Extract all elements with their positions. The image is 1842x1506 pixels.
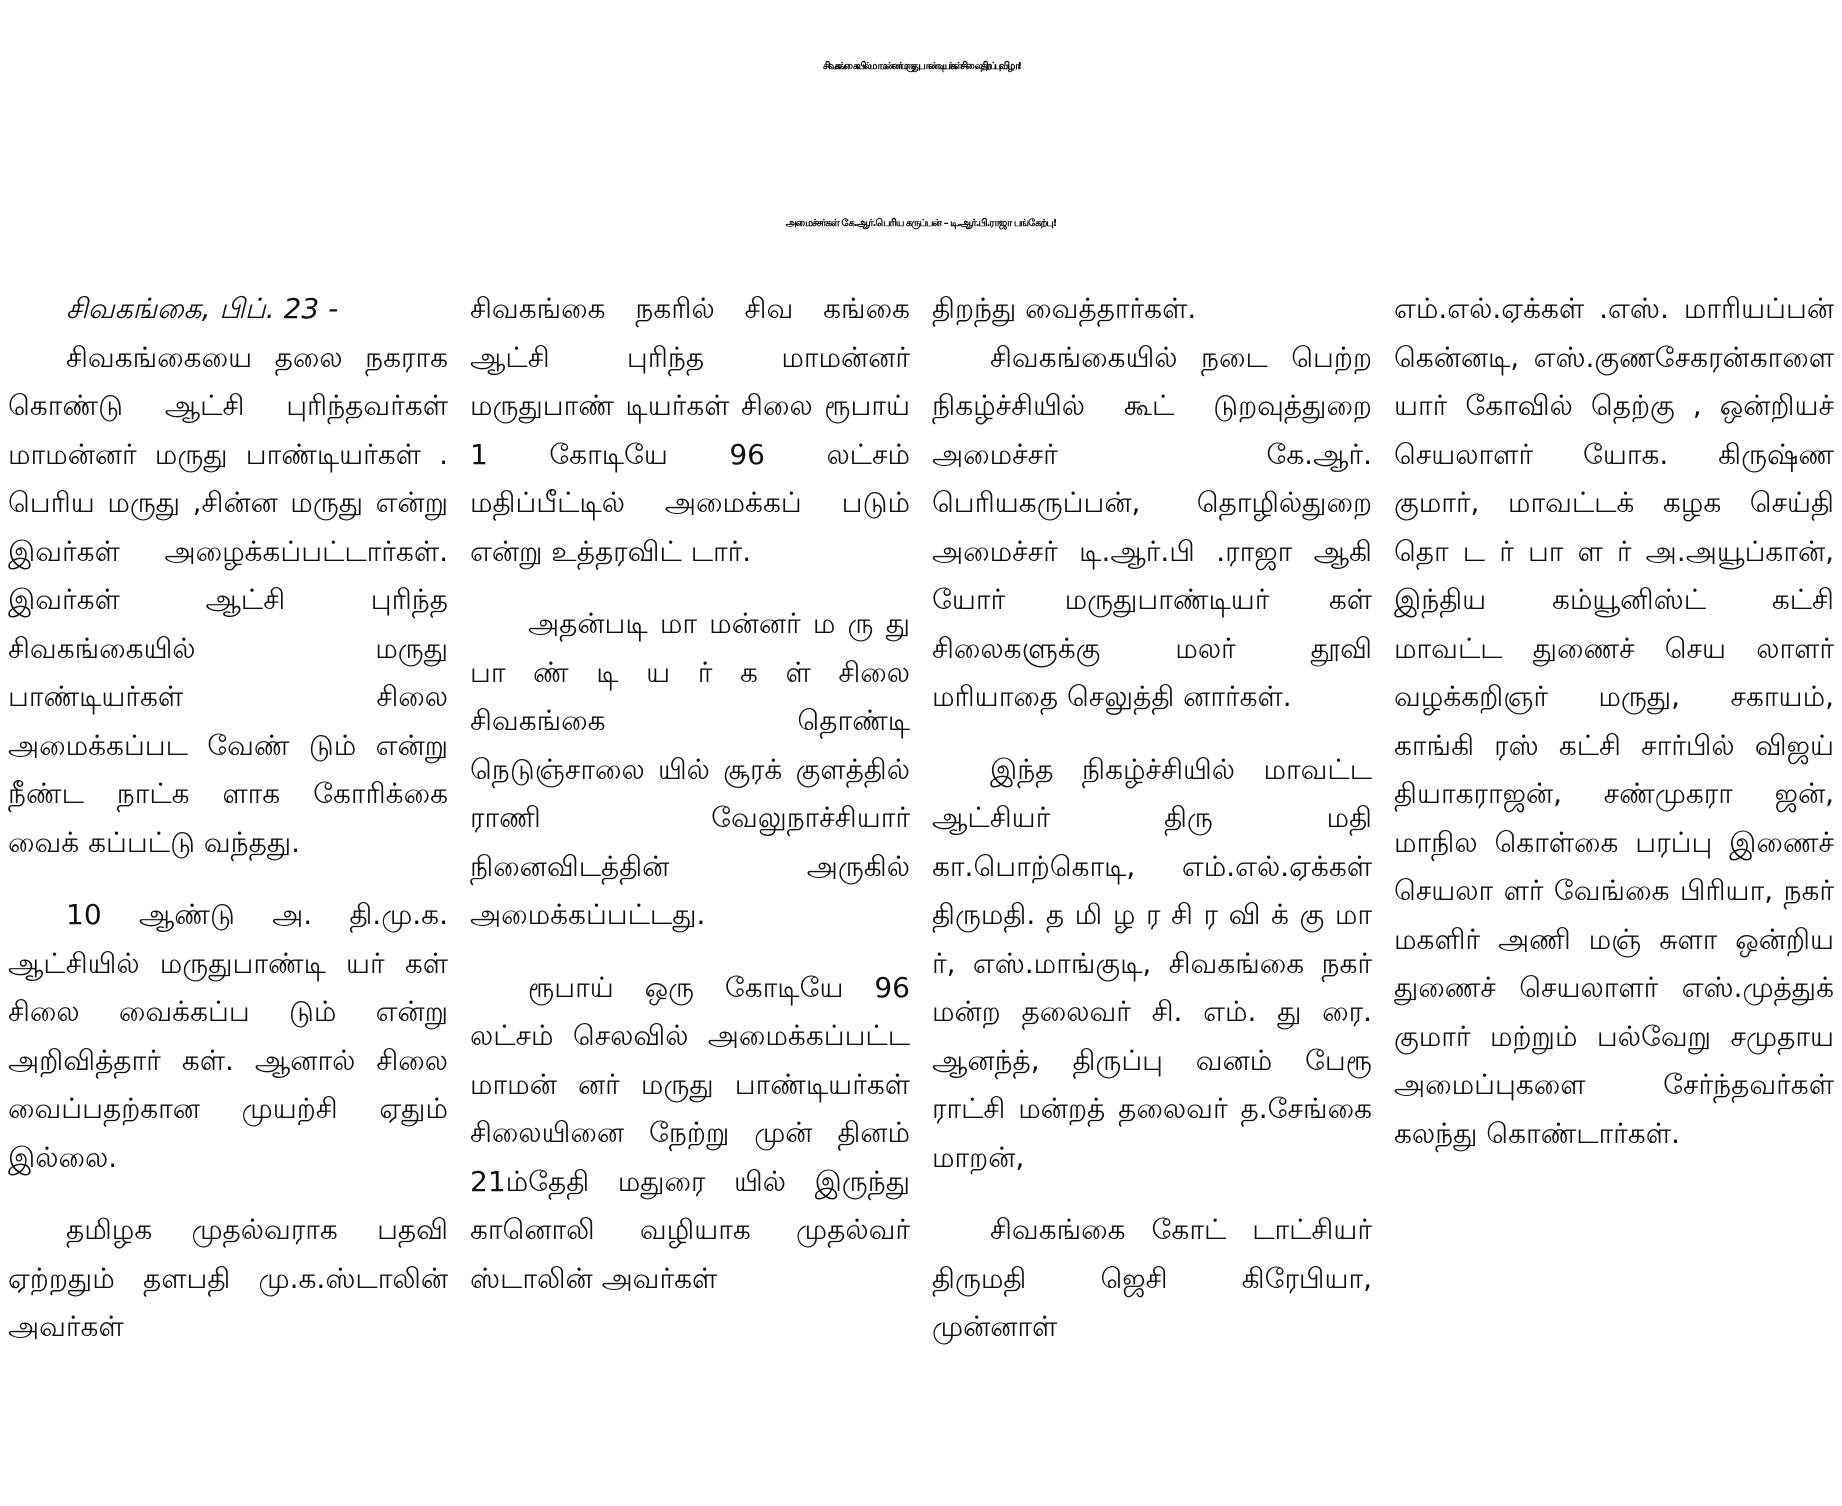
paragraph: ரூபாய் ஒரு கோடியே 96 லட்சம் செலவில் அமைக்கப்பட்ட மாமன் னர் மருது பாண்டியர்கள் சிலையினை நேற்று முன் தினம் 21ம்தேதி மதுரை யில் இருந்து கானொலி வழியாக முதல்வர் ஸ்டாலின் அவர்கள் (470, 970, 910, 1295)
paragraph: சிவகங்கை கோட் டாட்சியர் திருமதி ஜெசி கிரேபியா, முன்னாள் (932, 1213, 1372, 1343)
subheadline: அமைச்சர்கள் கே.ஆர்.பெரிய கருப்பன் – டி.ஆர்.பி.ராஜா பங்கேற்பு! (785, 218, 1057, 229)
paragraph: இந்த நிகழ்ச்சியில் மாவட்ட ஆட்சியர் திரு மதி கா.பொற்கொடி, எம்.எல்.ஏக்கள் திருமதி. த மி ழ ர சி ர வி க் கு மா ர், எஸ்.மாங்குடி, சிவகங்கை நகர் மன்ற தலைவர் சி. எம். து ரை. ஆனந்த், திருப்பு வனம் பேரூ ராட்சி மன்றத் தலைவர் த.சேங்கை மாறன், (932, 752, 1372, 1174)
paragraph: திறந்து வைத்தார்கள். (932, 292, 1197, 325)
paragraph: சிவகங்கையில் நடை பெற்ற நிகழ்ச்சியில் கூட் டுறவுத்துறை அமைச்சர் கே.ஆர். பெரியகருப்பன், தொழில்துறை அமைச்சர் டி.ஆர்.பி .ராஜா ஆகி யோர் மருதுபாண்டியர் கள் சிலைகளுக்கு மலர் தூவி மரியாதை செலுத்தி னார்கள். (932, 340, 1372, 713)
paragraph: 10 ஆண்டு அ. தி.மு.க. ஆட்சியில் மருதுபாண்டி யர் கள் சிலை வைக்கப்ப டும் என்று அறிவித்தார் கள். ஆனால் சிலை வைப்பதற்கான முயற்சி ஏதும் இல்லை. (8, 898, 448, 1174)
dateline: சிவகங்கை, பிப். 23 - (66, 292, 339, 325)
headline: சிவகங்கையில் மாமன்னர் மருது பாண்டியர்கள் சிலை திறப்பு விழா! (822, 61, 1020, 72)
article-column-4 (1394, 285, 1834, 1500)
article-column-2 (470, 285, 910, 1500)
paragraph: அதன்படி மா மன்னர் ம ரு து பா ண் டி ய ர் க ள் சிலை சிவகங்கை தொண்டி நெடுஞ்சாலை யில் சூரக் குளத்தில் ராணி வேலுநாச்சியார் நினைவிடத்தின் அருகில் அமைக்கப்பட்டது. (470, 607, 910, 931)
paragraph: சிவகங்கை நகரில் சிவ கங்கை ஆட்சி புரிந்த மாமன்னர் மருதுபாண் டியர்கள் சிலை ரூபாய் 1 கோடியே 96 லட்சம் மதிப்பீட்டில் அமைக்கப் படும் என்று உத்தரவிட் டார். (470, 292, 910, 568)
paragraph: சிவகங்கையை தலை நகராக கொண்டு ஆட்சி புரிந்தவர்கள் மாமன்னர் மருது பாண்டியர்கள் . பெரிய மருது ,சின்ன மருது என்று இவர்கள் அழைக்கப்பட்டார்கள். இவர்கள் ஆட்சி புரிந்த சிவகங்கையில் மருது பாண்டியர்கள் சிலை அமைக்கப்பட வேண் டும் என்று நீண்ட நாட்க ளாக கோரிக்கை வைக் கப்பட்டு வந்தது. (8, 340, 448, 859)
paragraph: தமிழக முதல்வராக பதவி ஏற்றதும் தளபதி மு.க.ஸ்டாலின் அவர்கள் (8, 1213, 448, 1343)
article-column-3 (932, 285, 1372, 1500)
article-body (8, 285, 1834, 1500)
article-column-1 (8, 285, 448, 1500)
paragraph: எம்.எல்.ஏக்கள் .எஸ். மாரியப்பன் கென்னடி, எஸ்.குணசேகரன்காளை யார் கோவில் தெற்கு , ஒன்றியச் செயலாளர் யோக. கிருஷ்ண குமார், மாவட்டக் கழக செய்தி தொ ட ர் பா ள ர் அ.அயூப்கான், இந்திய கம்யூனிஸ்ட் கட்சி மாவட்ட துணைச் செய லாளர் வழக்கறிஞர் மருது, சகாயம், காங்கி ரஸ் கட்சி சார்பில் விஜய் தியாகராஜன், சண்முகரா ஜன், மாநில கொள்கை பரப்பு இணைச் செயலா ளர் வேங்கை பிரியா, நகர் மகளிர் அணி மஞ் சுளா ஒன்றிய துணைச் செயலாளர் எஸ்.முத்துக் குமார் மற்றும் பல்வேறு சமுதாய அமைப்புகளை சேர்ந்தவர்கள் கலந்து கொண்டார்கள். (1394, 292, 1834, 1150)
